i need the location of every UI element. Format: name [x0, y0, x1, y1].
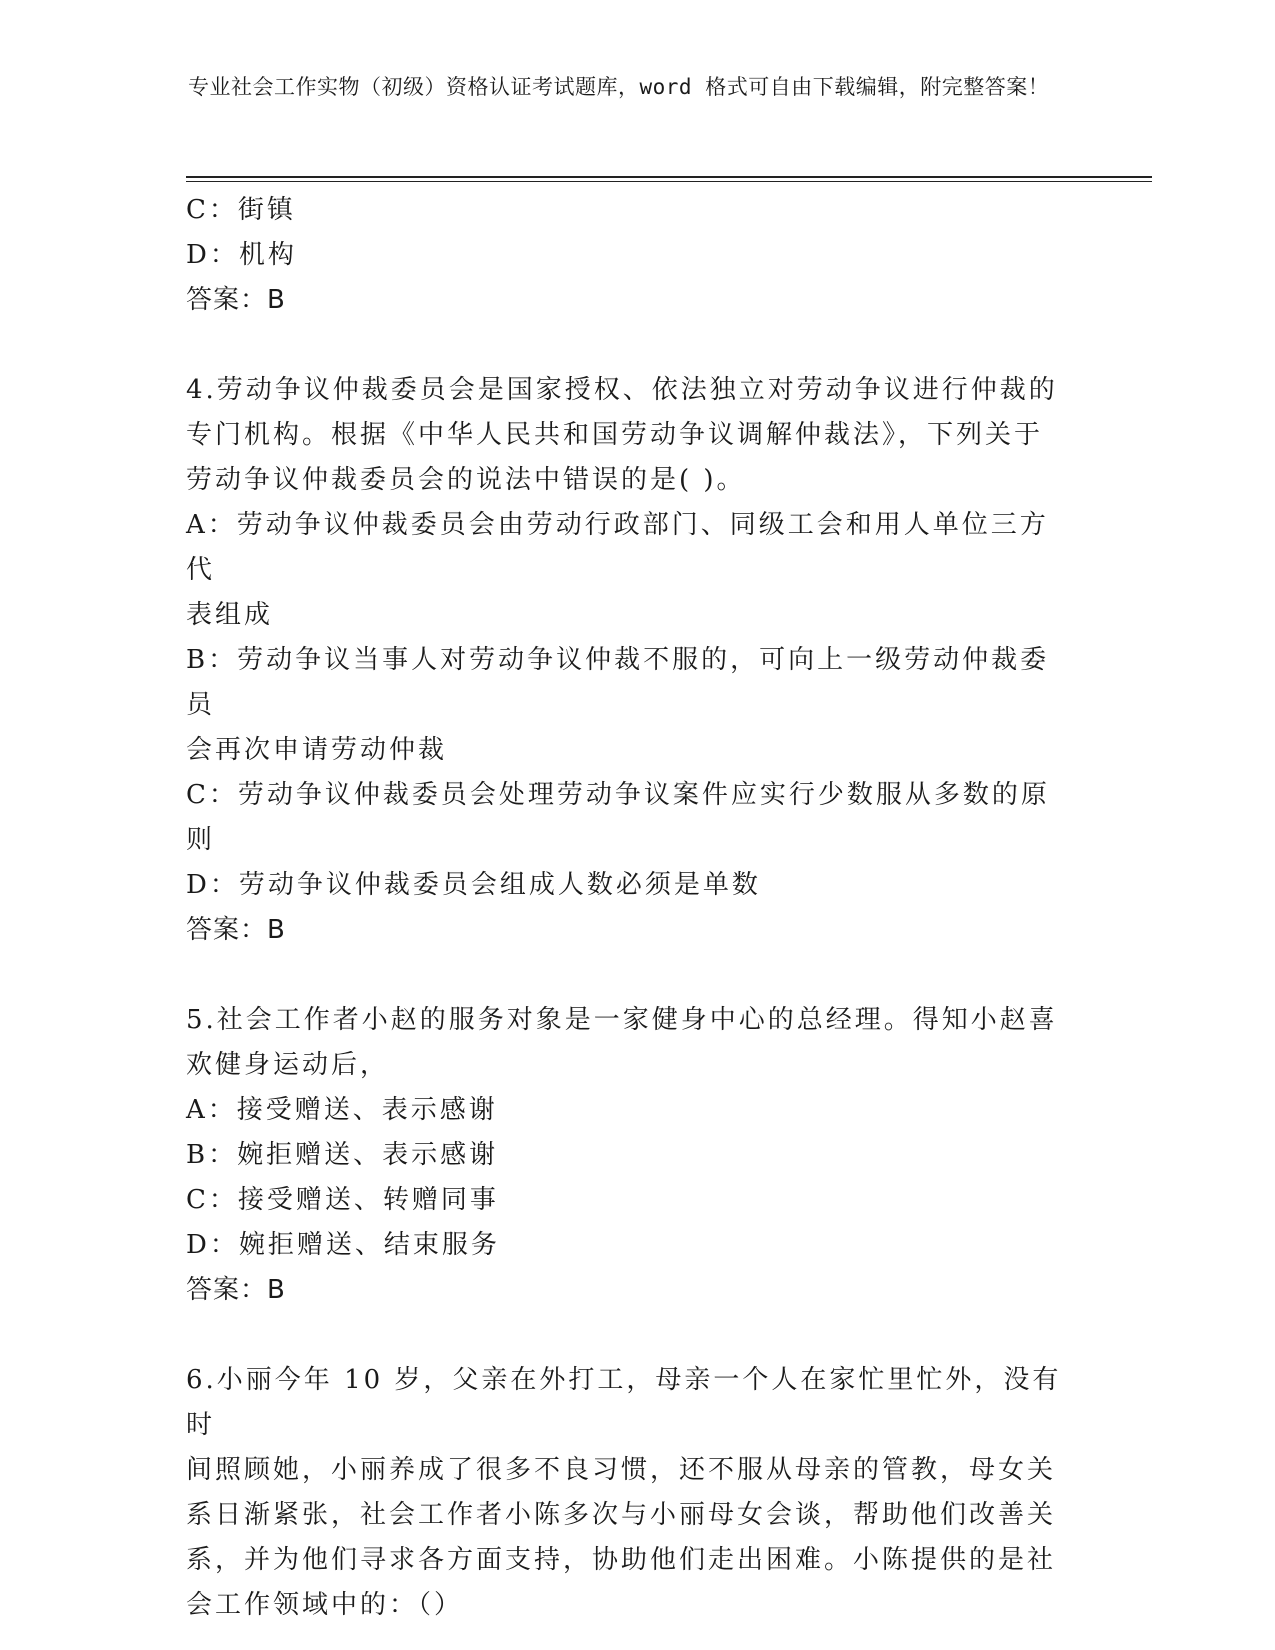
question-stem-line: 4.劳动争议仲裁委员会是国家授权、依法独立对劳动争议进行仲裁的	[186, 375, 1058, 405]
question-4	[186, 368, 1076, 953]
question-stem-line: 系日渐紧张，社会工作者小陈多次与小丽母女会谈，帮助他们改善关	[186, 1500, 1057, 1530]
option-a-continued: 表组成	[186, 600, 274, 630]
document-body	[186, 188, 1076, 1628]
option-a: A：劳动争议仲裁委员会由劳动行政部门、同级工会和用人单位三方代	[186, 510, 1049, 585]
question-stem-line: 劳动争议仲裁委员会的说法中错误的是( )。	[186, 465, 746, 495]
question-stem-line: 6.小丽今年 10 岁，父亲在外打工，母亲一个人在家忙里忙外，没有时	[186, 1365, 1062, 1440]
page-header: 专业社会工作实物（初级）资格认证考试题库，word 格式可自由下载编辑，附完整答案！	[188, 75, 1050, 99]
answer-line: 答案：B	[186, 285, 286, 315]
question-stem-line: 系，并为他们寻求各方面支持，协助他们走出困难。小陈提供的是社	[186, 1545, 1057, 1575]
option-d: D：机构	[186, 240, 297, 270]
option-c: C：街镇	[186, 195, 296, 225]
question-stem-line: 间照顾她，小丽养成了很多不良习惯，还不服从母亲的管教，母女关	[186, 1455, 1057, 1485]
spacer	[186, 953, 1076, 998]
question-3	[186, 188, 1076, 323]
option-d: D：婉拒赠送、结束服务	[186, 1230, 500, 1260]
question-stem-line: 欢健身运动后，	[186, 1050, 390, 1080]
question-6	[186, 1358, 1076, 1628]
option-c: C：劳动争议仲裁委员会处理劳动争议案件应实行少数服从多数的原则	[186, 780, 1050, 855]
spacer	[186, 1313, 1076, 1358]
spacer	[186, 323, 1076, 368]
header-divider-thick	[186, 176, 1152, 178]
question-stem-line: 5.社会工作者小赵的服务对象是一家健身中心的总经理。得知小赵喜	[186, 1005, 1058, 1035]
option-b: B：婉拒赠送、表示感谢	[186, 1140, 499, 1170]
option-b: B：劳动争议当事人对劳动争议仲裁不服的，可向上一级劳动仲裁委员	[186, 645, 1050, 720]
option-d: D：劳动争议仲裁委员会组成人数必须是单数	[186, 870, 761, 900]
option-c: C：接受赠送、转赠同事	[186, 1185, 499, 1215]
option-b-continued: 会再次申请劳动仲裁	[186, 735, 448, 765]
answer-line: 答案：B	[186, 1275, 286, 1305]
answer-line: 答案：B	[186, 915, 286, 945]
question-stem-line: 专门机构。根据《中华人民共和国劳动争议调解仲裁法》，下列关于	[186, 420, 1044, 450]
option-a: A：接受赠送、表示感谢	[186, 1095, 498, 1125]
question-stem-line: 会工作领域中的：（）	[186, 1590, 464, 1620]
question-5	[186, 998, 1076, 1313]
header-divider-thin	[186, 181, 1152, 182]
